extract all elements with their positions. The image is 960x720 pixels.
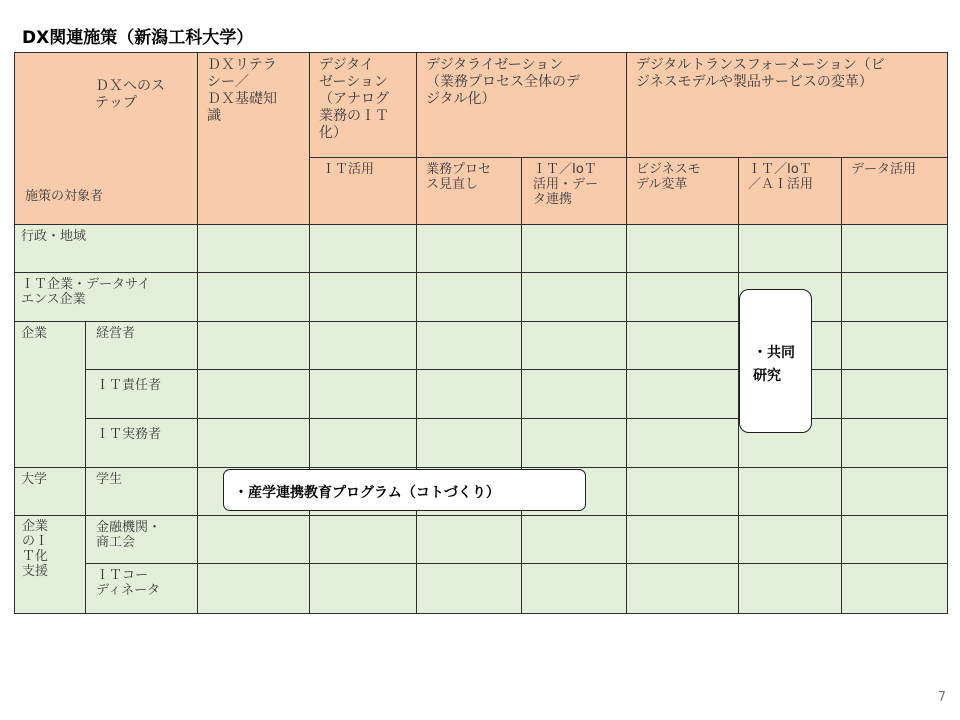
table-cell [198,564,310,614]
row-label-manager: 経営者 [86,322,198,370]
industry-program-callout: ・産学連携教育プログラム（コトづくり） [223,469,586,511]
col-header-digitalization: デジタライゼーション （業務プロセス全体のデ ジタル化） [417,53,627,158]
table-cell [522,322,627,370]
table-cell [198,370,310,419]
table-cell [198,322,310,370]
table-cell [310,322,417,370]
table-cell [739,564,842,614]
subcol-data-use: データ活用 [842,158,948,225]
table-cell [417,225,522,273]
table-cell [522,564,627,614]
row-group-university: 大学 [15,468,86,516]
table-cell [842,419,948,468]
table-cell [522,516,627,564]
table-cell [842,322,948,370]
joint-research-callout: ・共同 研究 [739,289,812,433]
table-cell [627,322,739,370]
table-cell [627,273,739,322]
row-label-coordinator: ＩＴコー ディネータ [86,564,198,614]
dx-step-header: ＤＸへのス テップ [95,78,165,111]
table-cell [739,468,842,516]
col-header-transformation: デジタルトランスフォーメーション（ビ ジネスモデルや製品サービスの変革） [627,53,948,158]
table-cell [310,516,417,564]
table-cell [627,225,739,273]
table-cell [417,370,522,419]
row-label-it-practitioner: ＩＴ実務者 [86,419,198,468]
table-cell [198,273,310,322]
table-cell [842,225,948,273]
subcol-it-use: ＩＴ活用 [310,158,417,225]
subcol-it-iot-data: ＩＴ／IoＴ 活用・デー タ連携 [522,158,627,225]
row-label-gov: 行政・地域 [15,225,198,273]
table-cell [522,225,627,273]
table-cell [198,419,310,468]
table-cell [198,225,310,273]
table-cell [627,468,739,516]
subcol-business-model: ビジネスモ デル変革 [627,158,739,225]
table-cell [627,370,739,419]
target-audience-header: 施策の対象者 [25,189,104,204]
table-cell [842,370,948,419]
table-cell [739,516,842,564]
subcol-process-review: 業務プロセ ス見直し [417,158,522,225]
row-group-company: 企業 [15,322,86,468]
table-cell [842,516,948,564]
table-cell [522,419,627,468]
table-cell [842,564,948,614]
table-cell [310,419,417,468]
table-cell [842,273,948,322]
table-cell [310,564,417,614]
table-cell [739,225,842,273]
subcol-it-iot-ai: ＩＴ／IoＴ ／ＡＩ活用 [739,158,842,225]
page-title: DX関連施策（新潟工科大学） [22,28,254,48]
row-group-it-support: 企業 のＩ Ｔ化 支援 [15,516,86,614]
table-cell [417,419,522,468]
table-cell [627,564,739,614]
table-cell [310,273,417,322]
table-cell [417,516,522,564]
table-cell [627,419,739,468]
row-label-student: 学生 [86,468,198,516]
table-cell [417,564,522,614]
table-cell [417,322,522,370]
page-number: 7 [937,690,946,705]
table-cell [522,273,627,322]
table-corner-cell [15,53,198,225]
table-cell [417,273,522,322]
table-cell [310,370,417,419]
table-cell [310,225,417,273]
col-header-literacy: ＤＸリテラ シー／ ＤＸ基礎知 識 [198,53,310,225]
col-header-digitization: デジタイ ゼーション （アナログ 業務のＩＴ 化） [310,53,417,158]
table-cell [627,516,739,564]
table-cell [842,468,948,516]
row-label-finance: 金融機関・ 商工会 [86,516,198,564]
row-label-it-officer: ＩＴ責任者 [86,370,198,419]
table-cell [198,516,310,564]
row-label-it-company: ＩＴ企業・データサイ エンス企業 [15,273,198,322]
table-cell [522,370,627,419]
